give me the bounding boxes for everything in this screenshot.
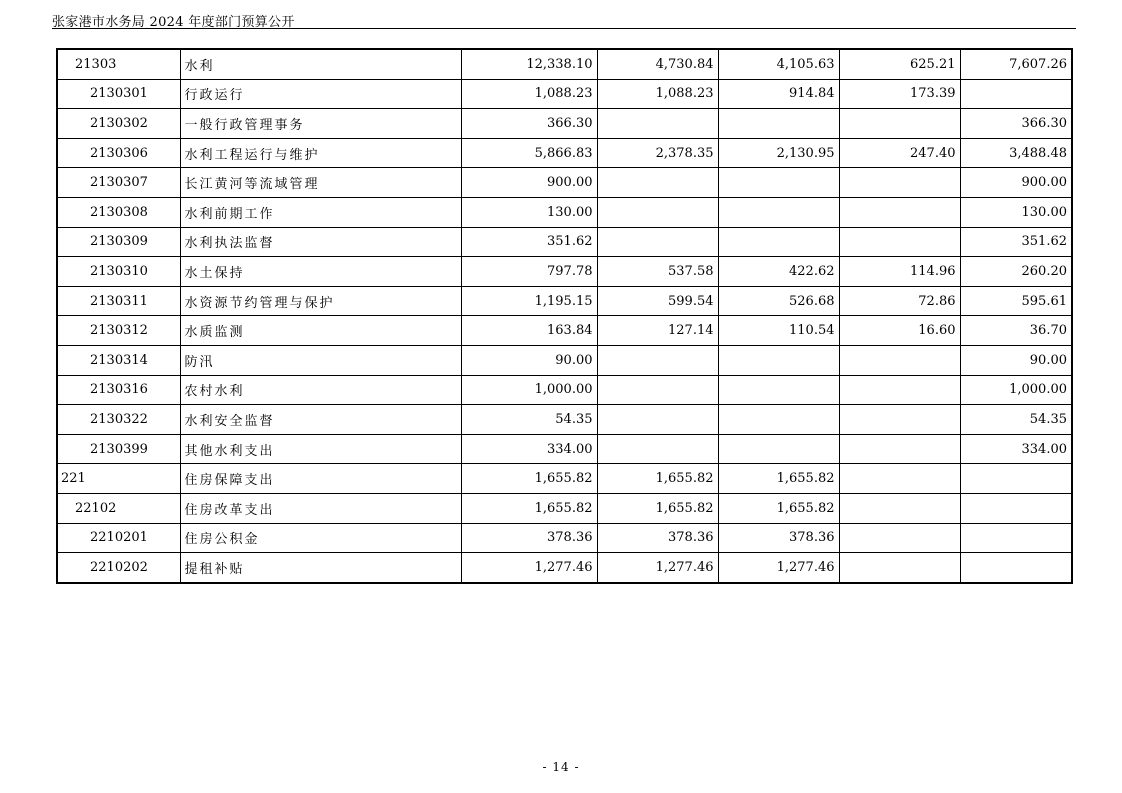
table-row xyxy=(57,434,1072,464)
table-row xyxy=(57,523,1072,553)
row-value-1: 5,866.83 xyxy=(461,138,597,168)
table-row xyxy=(57,79,1072,109)
row-value-4 xyxy=(839,197,960,227)
row-name: 农村水利 xyxy=(180,375,461,405)
row-value-1: 900.00 xyxy=(461,168,597,198)
row-value-1: 163.84 xyxy=(461,316,597,346)
row-code: 2130302 xyxy=(57,109,180,139)
row-value-4 xyxy=(839,434,960,464)
row-code: 2130308 xyxy=(57,197,180,227)
row-code: 2130399 xyxy=(57,434,180,464)
row-name: 防汛 xyxy=(180,345,461,375)
row-name: 水土保持 xyxy=(180,257,461,287)
row-code: 2210202 xyxy=(57,553,180,583)
row-value-1: 12,338.10 xyxy=(461,49,597,79)
row-value-4: 72.86 xyxy=(839,286,960,316)
row-value-4: 16.60 xyxy=(839,316,960,346)
table-row xyxy=(57,345,1072,375)
row-value-4: 625.21 xyxy=(839,49,960,79)
row-name: 住房公积金 xyxy=(180,523,461,553)
row-value-5: 90.00 xyxy=(960,345,1072,375)
table-row xyxy=(57,257,1072,287)
row-code: 2130301 xyxy=(57,79,180,109)
row-value-5: 260.20 xyxy=(960,257,1072,287)
table-row xyxy=(57,464,1072,494)
row-value-1: 130.00 xyxy=(461,197,597,227)
row-value-5: 595.61 xyxy=(960,286,1072,316)
row-value-4: 247.40 xyxy=(839,138,960,168)
row-value-5 xyxy=(960,493,1072,523)
table-row xyxy=(57,286,1072,316)
row-value-3 xyxy=(718,109,839,139)
row-code: 2130309 xyxy=(57,227,180,257)
row-name: 水利工程运行与维护 xyxy=(180,138,461,168)
row-value-3: 526.68 xyxy=(718,286,839,316)
row-code: 2130322 xyxy=(57,405,180,435)
row-value-3: 1,277.46 xyxy=(718,553,839,583)
row-value-1: 1,000.00 xyxy=(461,375,597,405)
header-divider xyxy=(52,28,1076,29)
row-value-2 xyxy=(597,197,718,227)
row-name: 其他水利支出 xyxy=(180,434,461,464)
row-value-5: 7,607.26 xyxy=(960,49,1072,79)
table-row xyxy=(57,49,1072,79)
page-number: - 14 - xyxy=(542,760,580,774)
row-value-5: 36.70 xyxy=(960,316,1072,346)
table-row xyxy=(57,375,1072,405)
row-value-1: 334.00 xyxy=(461,434,597,464)
row-value-3: 1,655.82 xyxy=(718,493,839,523)
table-row xyxy=(57,553,1072,583)
row-code: 2210201 xyxy=(57,523,180,553)
row-value-2: 2,378.35 xyxy=(597,138,718,168)
row-value-4 xyxy=(839,405,960,435)
row-value-4 xyxy=(839,493,960,523)
row-name: 提租补贴 xyxy=(180,553,461,583)
budget-table-body xyxy=(57,49,1072,583)
row-code: 2130314 xyxy=(57,345,180,375)
row-value-2 xyxy=(597,375,718,405)
row-value-3 xyxy=(718,405,839,435)
row-value-5: 900.00 xyxy=(960,168,1072,198)
row-value-4 xyxy=(839,553,960,583)
row-value-3 xyxy=(718,168,839,198)
row-value-2 xyxy=(597,168,718,198)
row-name: 水利执法监督 xyxy=(180,227,461,257)
row-value-1: 366.30 xyxy=(461,109,597,139)
row-value-4 xyxy=(839,345,960,375)
row-value-4: 114.96 xyxy=(839,257,960,287)
budget-table xyxy=(56,48,1073,584)
row-name: 水利安全监督 xyxy=(180,405,461,435)
row-name: 水质监测 xyxy=(180,316,461,346)
row-value-5 xyxy=(960,523,1072,553)
row-code: 2130312 xyxy=(57,316,180,346)
row-value-3: 110.54 xyxy=(718,316,839,346)
row-value-3 xyxy=(718,345,839,375)
row-value-2: 1,655.82 xyxy=(597,464,718,494)
row-code: 21303 xyxy=(57,49,180,79)
row-value-3: 422.62 xyxy=(718,257,839,287)
row-name: 水利 xyxy=(180,49,461,79)
row-value-2: 378.36 xyxy=(597,523,718,553)
row-value-5 xyxy=(960,553,1072,583)
row-value-1: 1,088.23 xyxy=(461,79,597,109)
row-value-1: 351.62 xyxy=(461,227,597,257)
row-value-3 xyxy=(718,227,839,257)
row-value-1: 797.78 xyxy=(461,257,597,287)
row-value-5 xyxy=(960,464,1072,494)
row-value-3 xyxy=(718,434,839,464)
row-value-2 xyxy=(597,434,718,464)
row-value-1: 1,277.46 xyxy=(461,553,597,583)
table-row xyxy=(57,138,1072,168)
row-value-5: 334.00 xyxy=(960,434,1072,464)
row-value-4 xyxy=(839,464,960,494)
row-value-3: 4,105.63 xyxy=(718,49,839,79)
table-row xyxy=(57,316,1072,346)
row-name: 住房改革支出 xyxy=(180,493,461,523)
row-value-3: 378.36 xyxy=(718,523,839,553)
row-value-3 xyxy=(718,375,839,405)
row-value-5: 130.00 xyxy=(960,197,1072,227)
row-value-4 xyxy=(839,168,960,198)
row-value-2 xyxy=(597,405,718,435)
row-code: 2130311 xyxy=(57,286,180,316)
row-value-5: 366.30 xyxy=(960,109,1072,139)
row-name: 行政运行 xyxy=(180,79,461,109)
table-row xyxy=(57,227,1072,257)
row-code: 2130306 xyxy=(57,138,180,168)
row-value-5: 1,000.00 xyxy=(960,375,1072,405)
row-value-4: 173.39 xyxy=(839,79,960,109)
row-value-1: 1,195.15 xyxy=(461,286,597,316)
row-value-2: 599.54 xyxy=(597,286,718,316)
row-value-1: 90.00 xyxy=(461,345,597,375)
row-value-2 xyxy=(597,345,718,375)
row-value-1: 1,655.82 xyxy=(461,493,597,523)
row-name: 水资源节约管理与保护 xyxy=(180,286,461,316)
row-value-2 xyxy=(597,227,718,257)
table-row xyxy=(57,493,1072,523)
row-value-1: 1,655.82 xyxy=(461,464,597,494)
row-value-2: 1,655.82 xyxy=(597,493,718,523)
table-row xyxy=(57,197,1072,227)
row-value-2: 1,277.46 xyxy=(597,553,718,583)
row-value-1: 378.36 xyxy=(461,523,597,553)
row-code: 2130316 xyxy=(57,375,180,405)
row-value-5: 54.35 xyxy=(960,405,1072,435)
row-name: 住房保障支出 xyxy=(180,464,461,494)
row-name: 水利前期工作 xyxy=(180,197,461,227)
row-value-4 xyxy=(839,109,960,139)
row-value-3: 2,130.95 xyxy=(718,138,839,168)
row-name: 长江黄河等流域管理 xyxy=(180,168,461,198)
row-value-4 xyxy=(839,375,960,405)
row-value-2: 1,088.23 xyxy=(597,79,718,109)
row-value-3: 914.84 xyxy=(718,79,839,109)
row-value-3: 1,655.82 xyxy=(718,464,839,494)
row-value-2 xyxy=(597,109,718,139)
table-row xyxy=(57,109,1072,139)
row-value-5: 3,488.48 xyxy=(960,138,1072,168)
page-header-title: 张家港市水务局 2024 年度部门预算公开 xyxy=(52,15,295,30)
row-value-5 xyxy=(960,79,1072,109)
row-value-5: 351.62 xyxy=(960,227,1072,257)
table-row xyxy=(57,405,1072,435)
row-code: 2130310 xyxy=(57,257,180,287)
row-value-3 xyxy=(718,197,839,227)
row-code: 221 xyxy=(57,464,180,494)
row-code: 2130307 xyxy=(57,168,180,198)
row-name: 一般行政管理事务 xyxy=(180,109,461,139)
table-row xyxy=(57,168,1072,198)
row-value-2: 127.14 xyxy=(597,316,718,346)
row-code: 22102 xyxy=(57,493,180,523)
row-value-2: 4,730.84 xyxy=(597,49,718,79)
row-value-4 xyxy=(839,227,960,257)
row-value-1: 54.35 xyxy=(461,405,597,435)
row-value-4 xyxy=(839,523,960,553)
row-value-2: 537.58 xyxy=(597,257,718,287)
